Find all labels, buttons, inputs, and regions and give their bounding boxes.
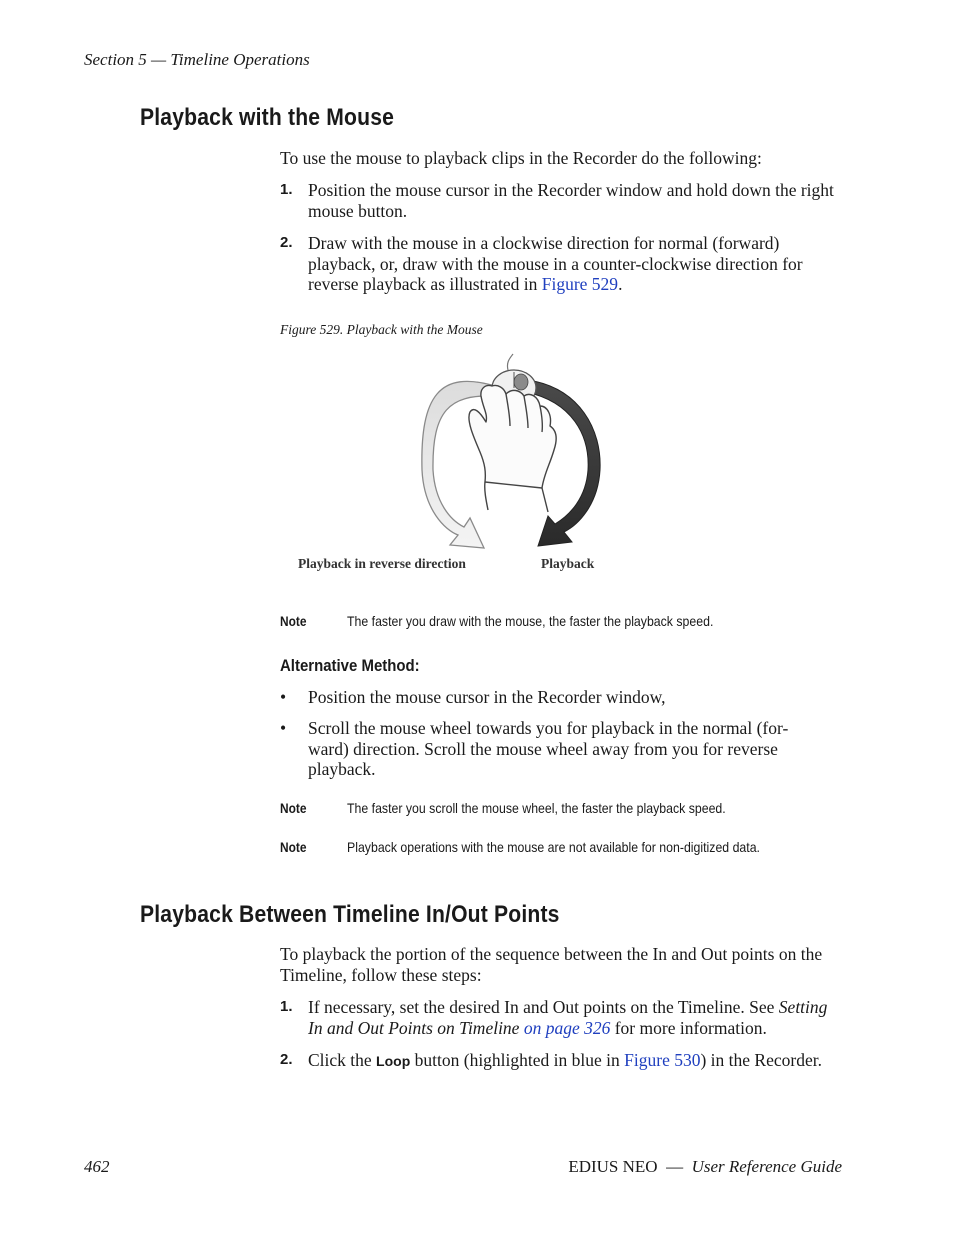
note-text: The faster you draw with the mouse, the faster the playback speed. [347, 613, 714, 629]
bullet-item [280, 687, 845, 708]
section-title-playback-in-out: Playback Between Timeline In/Out Points [140, 901, 560, 928]
note-text: Playback operations with the mouse are not available for non-digitized data. [347, 839, 760, 855]
note-text: The faster you scroll the mouse wheel, the faster the playback speed. [347, 800, 726, 816]
step-number: 1. [280, 998, 293, 1015]
bullet-symbol: • [280, 687, 287, 707]
page-326-link[interactable]: on page 326 [523, 1017, 611, 1038]
loop-button-name: Loop [376, 1053, 411, 1069]
step-text: Click the Loop button (highlighted in blue in Figure 530) in the Recorder. [308, 1050, 822, 1070]
note-label: Note [280, 613, 307, 629]
bullet-item [280, 718, 825, 780]
bullet-symbol: • [280, 718, 287, 738]
step-number: 2. [280, 1051, 293, 1068]
intro-paragraph: To use the mouse to playback clips in the Recorder do the following: [280, 148, 762, 168]
mouse-gesture-illustration [280, 350, 650, 585]
step-number: 1. [280, 181, 293, 198]
step-1 [280, 180, 845, 221]
page-number: 462 [84, 1157, 110, 1176]
section-title-playback-mouse: Playback with the Mouse [140, 104, 395, 131]
step-text: Position the mouse cursor in the Recorder window and hold down the right mouse button. [308, 180, 834, 221]
label-reverse-direction: Playback in reverse direction [298, 556, 466, 571]
footer-title: EDIUS NEO — User Reference Guide [568, 1157, 842, 1176]
figure-530-link[interactable]: Figure 530 [624, 1050, 701, 1070]
hand-icon [469, 385, 556, 512]
running-header: Section 5 — Timeline Operations [84, 50, 310, 69]
mouse-cord [507, 354, 513, 370]
alternative-method-heading: Alternative Method: [280, 656, 420, 675]
note-label: Note [280, 839, 307, 855]
figure-529-link[interactable]: Figure 529 [541, 274, 619, 294]
note-label: Note [280, 800, 307, 816]
bullet-text: Position the mouse cursor in the Recorder window, [308, 687, 666, 707]
step-text: If necessary, set the desired In and Out points on the Timeline. See Setting In and Out Points on Timeline on page 326 for more information. [308, 997, 828, 1038]
intro-paragraph: To playback the portion of the sequence between the In and Out points on the Timeline, follow these steps: [280, 944, 823, 985]
step-1 [280, 997, 845, 1038]
step-text: Draw with the mouse in a clockwise direction for normal (forward) playback, or, draw with the mouse in a counter-clockwise direction for reverse playback as illustrated in Figure 529. [308, 233, 803, 294]
mouse-playback-figure [280, 350, 650, 585]
bullet-text: Scroll the mouse wheel towards you for playback in the normal (for-ward) direction. Scroll the mouse wheel away from you for reverse playback. [308, 718, 789, 779]
figure-caption: Figure 529. Playback with the Mouse [280, 322, 483, 337]
cross-reference-title: Setting In and Out Points on Timeline [308, 997, 828, 1038]
step-2 [280, 1050, 860, 1072]
label-playback: Playback [541, 556, 595, 571]
step-2 [280, 233, 845, 295]
step-number: 2. [280, 234, 293, 251]
